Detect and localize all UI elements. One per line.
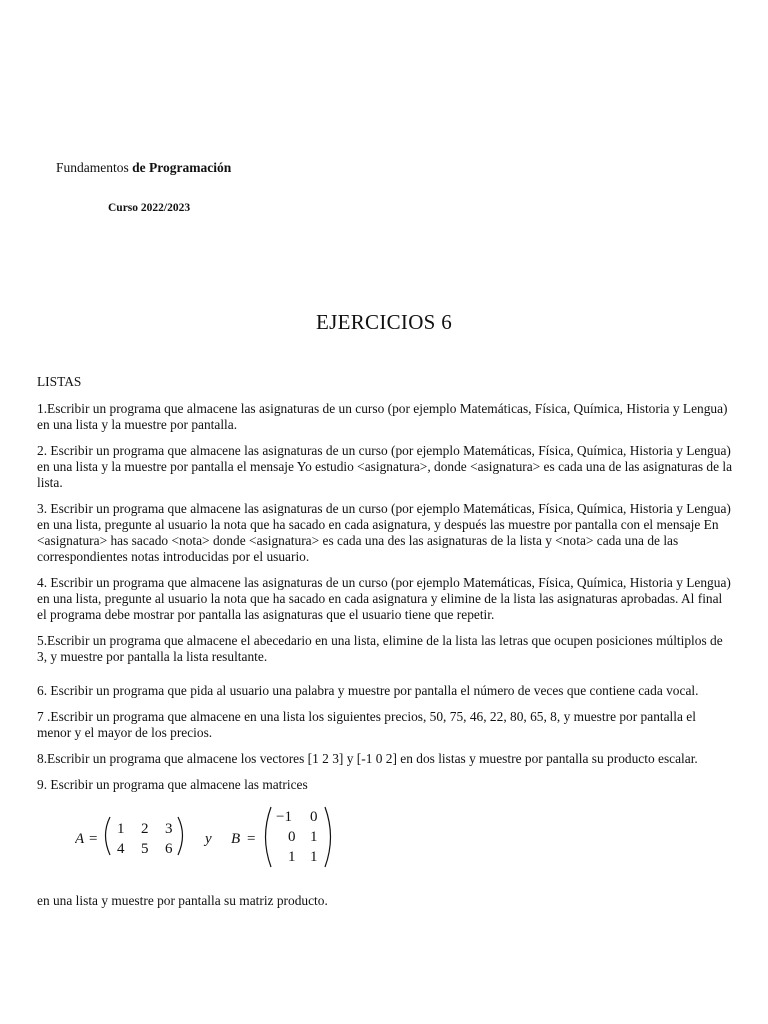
bracket-b-left: [266, 807, 272, 867]
exercise-list: [37, 374, 733, 909]
course-prefix: Fundamentos: [56, 160, 129, 175]
section-heading: LISTAS: [37, 374, 82, 389]
course-year: Curso 2022/2023: [108, 202, 191, 214]
matrix-a-cell: 3: [165, 821, 173, 837]
matrix-a-cell: 6: [165, 841, 173, 857]
equals-sign-a: =: [89, 831, 98, 847]
matrix-b-cell: −1: [276, 809, 292, 825]
exercise-1: 1.Escribir un programa que almacene las asignaturas de un curso (por ejemplo Matemáticas, Física, Química, Historia y Lengua) en una lista y la muestre por pantalla.: [37, 401, 728, 432]
exercise-8: 8.Escribir un programa que almacene los vectores [1 2 3] y [-1 0 2] en dos listas y muestre por pantalla su producto escalar.: [37, 751, 698, 766]
matrix-b-cell: 0: [310, 809, 318, 825]
exercise-5: 5.Escribir un programa que almacene el abecedario en una lista, elimine de la lista las letras que ocupen posiciones múltiplos de 3, y muestre por pantalla la lista resultante.: [37, 633, 723, 664]
page-title: EJERCICIOS 6: [315, 310, 453, 334]
exercise-9: 9. Escribir un programa que almacene las matrices: [37, 777, 308, 792]
matrix-b-cell: 0: [288, 829, 296, 845]
exercise-4: 4. Escribir un programa que almacene las asignaturas de un curso (por ejemplo Matemáticas, Física, Química, Historia y Lengua) en una lista, pregunte al usuario la nota que ha sacado en cada asignatura y elimine de la lista las asignaturas aprobadas. Al final el programa debe mostrar por pantalla las asignaturas que el usuario tiene que repetir.: [37, 575, 731, 622]
exercise-7: 7 .Escribir un programa que almacene en una lista los siguientes precios, 50, 75, 46, 22, 80, 65, 8, y muestre por pantalla el menor y el mayor de los precios.: [37, 709, 696, 740]
matrix-a-cell: 5: [141, 841, 149, 857]
matrix-a-cell: 1: [117, 821, 125, 837]
matrix-formula: [75, 805, 733, 871]
matrix-b-cell: 1: [310, 849, 318, 865]
matrix-b-cell: 1: [288, 849, 296, 865]
course-header: [56, 160, 231, 176]
matrix-connector: y: [205, 831, 212, 847]
matrix-a-label: A: [75, 831, 85, 847]
bracket-b-right: [325, 807, 331, 867]
bracket-a-left: [106, 817, 111, 855]
equals-sign-b: =: [247, 831, 256, 847]
course-name: de Programación: [132, 160, 232, 175]
exercise-6: 6. Escribir un programa que pida al usuario una palabra y muestre por pantalla el número de veces que contiene cada vocal.: [37, 683, 699, 698]
matrix-b-cell: 1: [310, 829, 318, 845]
matrix-a-cell: 2: [141, 821, 149, 837]
exercise-9-closing: en una lista y muestre por pantalla su matriz producto.: [37, 893, 328, 908]
bracket-a-right: [178, 817, 183, 855]
matrix-b-label: B: [231, 831, 241, 847]
exercise-3: 3. Escribir un programa que almacene las asignaturas de un curso (por ejemplo Matemáticas, Física, Química, Historia y Lengua) en una lista, pregunte al usuario la nota que ha sacado en cada asignatura, y después las muestre por pantalla con el mensaje En <asignatura> has sacado <nota> donde <asignatura> es cada una des las asignaturas de la lista y <nota> cada una de las correspondientes notas introducidas por el usuario.: [37, 501, 731, 564]
exercise-2: 2. Escribir un programa que almacene las asignaturas de un curso (por ejemplo Matemáticas, Física, Química, Historia y Lengua) en una lista y la muestre por pantalla el mensaje Yo estudio <asignatura>, donde <asignatura> es cada una de las asignaturas de la lista.: [37, 443, 733, 490]
matrix-a-cell: 4: [117, 841, 125, 857]
